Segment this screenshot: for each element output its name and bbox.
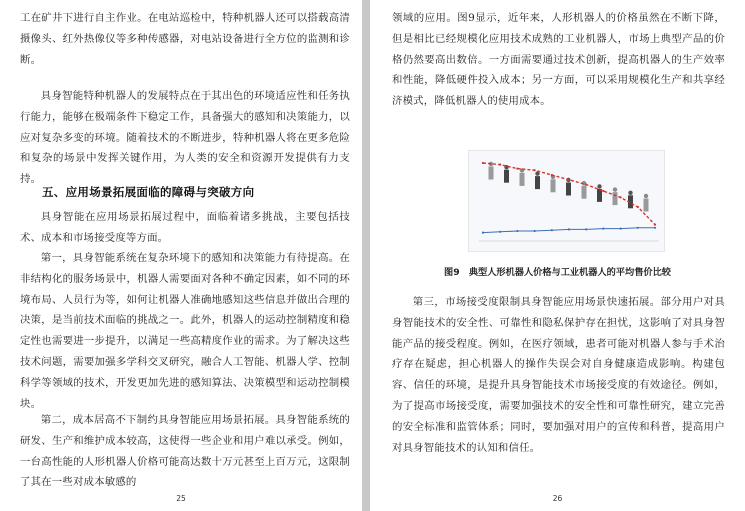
left-paragraph-2: 具身智能特种机器人的发展特点在于其出色的环境适应性和任务执行能力，能够在极端条件下稳定工作，具备强大的感知和决策能力，以应对复杂多变的环境。随着技术的不断进步，特种机器人将在更多危险和复杂的场景中发挥关键作用，为人类的安全和资源开发提供有力支持。 (20, 90, 350, 186)
series-1-point-10 (654, 227, 656, 229)
series-0-point-2 (516, 168, 518, 170)
robot-photo-2 (520, 168, 525, 186)
series-1-point-7 (602, 228, 604, 230)
series-0-point-7 (602, 190, 604, 192)
series-1-point-9 (637, 227, 639, 229)
robot-photo-3 (535, 171, 540, 189)
series-1-point-8 (620, 228, 622, 230)
page-gutter (362, 0, 370, 511)
robot-photo-1 (504, 165, 509, 183)
series-1-point-4 (551, 229, 553, 231)
robot-photo-4 (551, 175, 556, 193)
series-0-point-10 (654, 224, 656, 226)
left-paragraph-4: 第一，具身智能系统在复杂环境下的感知和决策能力有待提高。在非结构化的服务场景中，机器人需要面对各种不确定因素，如不同的环境布局、人员行为等，如何让机器人准确地感知这些信息并做出合理的决策，是当前技术面临的挑战之一。此外，机器人的运动控制精度和稳定性也需要进一步提升，以满足一些高精度作业的需求。为了解决这些技术问题，需要加强多学科交叉研究，融合人工智能、机器人学、控制科学等领域的技术，开发更加先进的感知算法、决策模型和运动控制模块。 (20, 252, 350, 410)
price-comparison-figure (468, 150, 665, 252)
robot-photo-8 (613, 187, 618, 205)
page-number-right: 26 (552, 494, 563, 503)
price-chart (469, 151, 664, 251)
series-0-point-6 (585, 184, 587, 186)
series-1-point-3 (534, 230, 536, 232)
figure-caption: 图9 典型人形机器人价格与工业机器人的平均售价比较 (444, 267, 671, 278)
series-1-point-6 (585, 228, 587, 230)
section-heading: 五、应用场景拓展面临的障碍与突破方向 (42, 185, 255, 199)
robot-photo-0 (489, 162, 494, 180)
series-0-point-5 (568, 179, 570, 181)
page-number-left: 25 (176, 494, 186, 503)
series-0-point-1 (499, 164, 501, 166)
left-paragraph-3: 具身智能在应用场景拓展过程中，面临着诸多挑战，主要包括技术、成本和市场接受度等方面。 (20, 211, 350, 244)
left-paragraph-5: 第二，成本居高不下制约具身智能应用场景拓展。具身智能系统的研发、生产和维护成本较高，这使得一些企业和用户难以承受。例如，一台高性能的人形机器人价格可能高达数十万元甚至上百万元，这限制了其在一些对成本敏感的 (20, 414, 350, 489)
series-0-point-9 (637, 206, 639, 208)
right-paragraph-1: 领域的应用。图9显示，近年来，人形机器人的价格虽然在不断下降，但是相比已经规模化应用技术成熟的工业机器人，市场上典型产品的价格仍然要高出数倍。一方面需要通过技术创新，提高机器人的生产效率和性能，降低硬件投入成本；另一方面，可以采用规模化生产和共享经济模式，降低机器人的使用成本。 (392, 12, 725, 108)
robot-photos (489, 162, 649, 212)
robot-photo-9 (628, 191, 633, 209)
series-0-point-0 (482, 162, 484, 164)
left-paragraph-1: 工在矿井下进行自主作业。在电站巡检中，特种机器人还可以搭载高清摄像头、红外热像仪等多种传感器，对电站设备进行全方位的监测和诊断。 (20, 12, 350, 66)
robot-photo-10 (644, 194, 649, 212)
series-1-point-1 (499, 231, 501, 233)
series-1-point-0 (482, 232, 484, 234)
series-0-point-8 (620, 196, 622, 198)
left-page (0, 0, 362, 511)
robot-photo-7 (597, 184, 602, 202)
series-1-point-5 (568, 228, 570, 230)
right-paragraph-2: 第三，市场接受度限制具身智能应用场景快速拓展。部分用户对具身智能技术的安全性、可靠性和隐私保护存在担忧，这影响了对具身智能产品的接受程度。例如，在医疗领域，患者可能对机器人参与手术治疗存在疑虑，担心机器人的操作失误会对自身健康造成影响。构建包容、信任的环境，是提升具身智能技术市场接受度的有效途径。例如，为了提高市场接受度，需要加强技术的安全性和可靠性研究，建立完善的安全标准和监管体系；同时，要加强对用户的宣传和科普，提高用户对具身智能技术的认知和信任。 (392, 296, 725, 454)
series-0-point-3 (534, 169, 536, 171)
right-page (370, 0, 745, 511)
series-0-point-4 (551, 174, 553, 176)
series-1-point-2 (516, 230, 518, 232)
